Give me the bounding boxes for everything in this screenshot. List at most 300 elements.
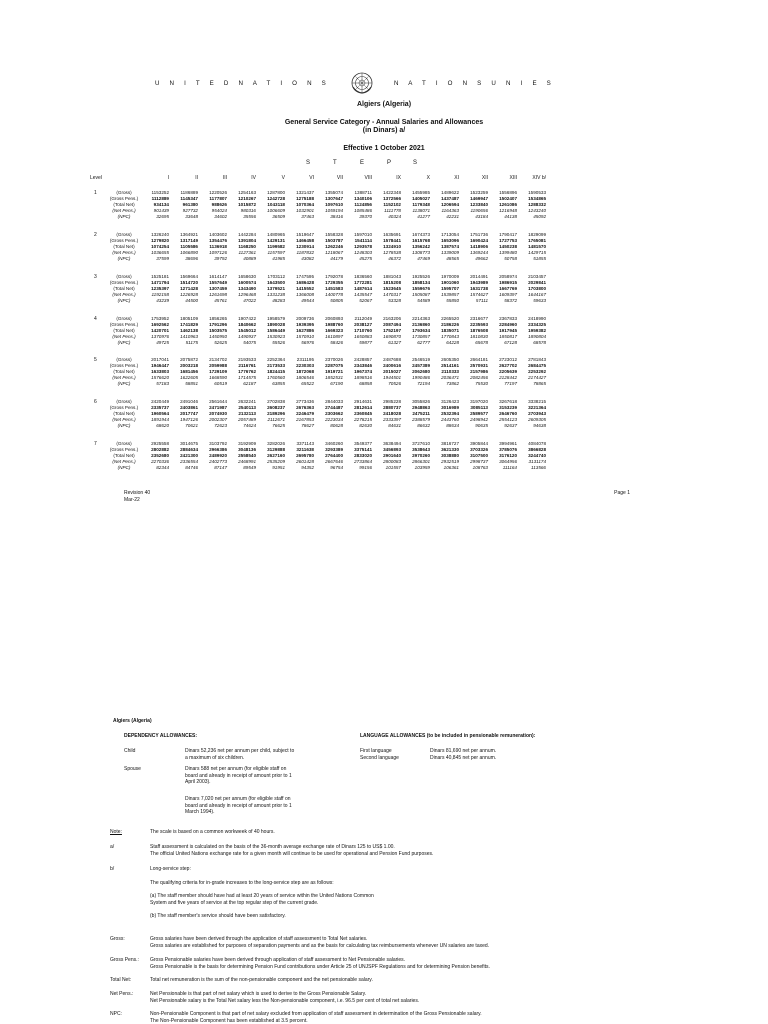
- salary-cell: 3244740: [528, 453, 546, 458]
- salary-cell: 1810830: [470, 334, 488, 339]
- salary-cell: 2036471: [441, 375, 459, 380]
- salary-cell: 45761: [214, 298, 227, 303]
- salary-cell: 1070364: [296, 202, 314, 207]
- footnote-b-item-a: (a) The staff member should have had at least 20 years of service within the United Nations Common System and five years of service at the top regular step of the current grade.: [150, 893, 374, 906]
- net-pens-text-2: Net Pensionable salary is the Total Net salary less the Non-pensionable component, i.e. 96.5 per cent of total net salaries.: [150, 997, 420, 1004]
- salary-cell: 1644167: [528, 292, 546, 297]
- salary-cell: 1669323: [325, 328, 343, 333]
- salary-cell: 32695: [156, 214, 169, 219]
- salary-cell: 3107500: [470, 453, 488, 458]
- salary-cell: 75530: [475, 381, 488, 386]
- salary-cell: 2193533: [238, 357, 256, 362]
- salary-cell: 3460260: [325, 441, 343, 446]
- salary-cell: 49544: [301, 298, 314, 303]
- salary-cell: 1066890: [180, 250, 198, 255]
- salary-cell: 1729109: [209, 369, 227, 374]
- salary-cell: 1429131: [267, 238, 285, 243]
- salary-cell: 1597010: [354, 232, 372, 237]
- row-label: (NPC): [117, 381, 131, 386]
- salary-cell: 3211638: [296, 447, 314, 452]
- salary-cell: 2866301: [412, 459, 430, 464]
- child-text: Dinars 52,236 net per annum per child, subject to a maximum of six children.: [185, 748, 295, 761]
- row-label: (Gross): [116, 357, 132, 362]
- salary-cell: 1576620: [151, 375, 169, 380]
- salary-cell: 1400778: [325, 292, 343, 297]
- row-label: (NPC): [117, 256, 131, 261]
- npc-text-2: The Non-Pensionable Component has been established at 3.5 percent.: [150, 1017, 308, 1024]
- salary-cell: 2420449: [151, 399, 169, 404]
- salary-cell: 74624: [243, 423, 256, 428]
- salary-cell: 99156: [359, 465, 372, 470]
- salary-cell: 1776762: [238, 369, 256, 374]
- salary-cell: 2057489: [238, 417, 256, 422]
- net-pens-text-1: Net Pensionable is that part of net salary which is used to derive to the Gross Pensionable Salary.: [150, 991, 367, 997]
- salary-cell: 2136860: [412, 322, 430, 327]
- salary-cell: 2546519: [412, 357, 430, 362]
- salary-cell: 1917945: [499, 328, 517, 333]
- salary-cell: 2532394: [441, 411, 459, 416]
- language-allowances-heading: LANGUAGE ALLOWANCES (to be included in pensionable remuneration):: [360, 733, 536, 739]
- salary-cell: 84631: [388, 423, 401, 428]
- salary-cell: 1668590: [209, 375, 227, 380]
- salary-cell: 80628: [330, 423, 343, 428]
- salary-cell: 111164: [502, 465, 517, 470]
- row-label: (Gross Pens.): [109, 322, 139, 327]
- salary-cell: 60519: [214, 381, 227, 386]
- salary-cell: 3016989: [441, 405, 459, 410]
- salary-cell: 1364921: [180, 232, 198, 237]
- salary-cell: 1703800: [528, 286, 546, 291]
- row-label: (Gross Pens.): [109, 238, 139, 243]
- salary-cell: 1442284: [238, 232, 256, 237]
- salary-cell: 1190656: [470, 208, 488, 213]
- salary-cell: 1681456: [180, 369, 198, 374]
- footnote-b-label: b/: [110, 866, 115, 872]
- salary-cell: 1714575: [238, 375, 256, 380]
- salary-cell: 52067: [359, 298, 372, 303]
- salary-cell: 2914631: [354, 399, 372, 404]
- row-label: (NPC): [117, 340, 131, 345]
- footnote-b-text: Long-service step:: [150, 866, 191, 872]
- salary-cell: 2489920: [209, 453, 227, 458]
- salary-cell: 2015027: [383, 369, 401, 374]
- salary-cell: 47022: [243, 298, 256, 303]
- row-label: (NPC): [117, 423, 131, 428]
- salary-cell: 1747595: [296, 274, 314, 279]
- salary-cell: 1710760: [354, 328, 372, 333]
- footnote-a-text-2: The official United Nations exchange rate for a given month will continue to be used for operational and Pension Fund purposes.: [150, 850, 434, 857]
- salary-cell: 106361: [443, 465, 459, 470]
- salary-cell: 65678: [475, 340, 488, 345]
- salary-cell: 2664181: [470, 357, 488, 362]
- salary-cell: 1988760: [325, 322, 343, 327]
- salary-cell: 3038880: [441, 453, 459, 458]
- salary-cell: 2781843: [528, 357, 546, 362]
- salary-cell: 78865: [533, 381, 546, 386]
- salary-cell: 58426: [330, 340, 343, 345]
- net-pens-label: Net Pens.:: [110, 991, 134, 997]
- salary-cell: 1751736: [470, 232, 488, 237]
- salary-cell: 1876508: [470, 328, 488, 333]
- salary-cell: 2074930: [209, 411, 227, 416]
- salary-cell: 1730857: [412, 334, 430, 339]
- salary-cell: 2087494: [383, 322, 401, 327]
- salary-cell: 1959382: [528, 328, 546, 333]
- salary-cell: 1891944: [151, 417, 169, 422]
- salary-cell: 1503575: [209, 328, 227, 333]
- salary-cell: 1388711: [354, 190, 372, 195]
- salary-cell: 1729355: [325, 280, 343, 285]
- salary-scale-page-1: [0, 0, 768, 510]
- salary-cell: 1220526: [209, 190, 227, 195]
- salary-cell: 2235593: [470, 322, 488, 327]
- salary-cell: 1690870: [383, 334, 401, 339]
- salary-cell: 44500: [185, 298, 198, 303]
- salary-cell: 2112049: [354, 316, 372, 321]
- salary-cell: 38696: [185, 256, 198, 261]
- salary-cell: 103959: [414, 465, 430, 470]
- row-label: (Total Net): [113, 328, 135, 333]
- salary-cell: 68620: [156, 423, 169, 428]
- salary-cell: 96754: [330, 465, 343, 470]
- salary-cell: 1145347: [180, 196, 198, 201]
- salary-cell: 63855: [272, 381, 285, 386]
- salary-cell: 1059194: [325, 208, 343, 213]
- un-header-french: N A T I O N S U N I E S: [394, 80, 556, 87]
- salary-cell: 1366008: [296, 292, 314, 297]
- salary-cell: 1097610: [325, 202, 343, 207]
- salary-cell: 90635: [475, 423, 488, 428]
- salary-cell: 2230303: [296, 363, 314, 368]
- salary-cell: 33648: [185, 214, 198, 219]
- page-title-category: General Service Category - Annual Salaries and Allowances: [284, 119, 484, 126]
- step-column-header: VII: [336, 175, 343, 181]
- salary-cell: 3338215: [528, 399, 546, 404]
- salary-cell: 2540113: [238, 405, 256, 410]
- salary-cell: 3282026: [267, 441, 285, 446]
- salary-cell: 1609397: [499, 292, 517, 297]
- salary-cell: 59877: [359, 340, 372, 345]
- footnote-b-item-b: (b) The staff member's service should have been satisfactory.: [150, 913, 286, 919]
- salary-cell: 1919721: [325, 369, 343, 374]
- steps-letter: E: [360, 160, 365, 166]
- salary-cell: 2901640: [383, 453, 401, 458]
- salary-cell: 980316: [240, 208, 256, 213]
- salary-cell: 1043118: [267, 202, 285, 207]
- salary-cell: 2334325: [528, 322, 546, 327]
- salary-cell: 2173533: [267, 363, 285, 368]
- salary-cell: 1856265: [209, 316, 227, 321]
- salary-cell: 1112889: [151, 196, 169, 201]
- salary-cell: 3621330: [441, 447, 459, 452]
- salary-cell: 1279820: [151, 238, 169, 243]
- salary-cell: 2998737: [470, 459, 488, 464]
- salary-cell: 1627886: [296, 328, 314, 333]
- salary-cell: 2601428: [296, 459, 314, 464]
- salary-cell: 2844033: [325, 399, 343, 404]
- salary-cell: 1770843: [441, 334, 459, 339]
- salary-cell: 1343490: [238, 286, 256, 291]
- salary-cell: 44179: [330, 256, 343, 261]
- salary-cell: 82630: [359, 423, 372, 428]
- salary-cell: 50805: [330, 298, 343, 303]
- salary-cell: 1569664: [180, 274, 198, 279]
- allowances-page-2: [0, 710, 768, 1024]
- salary-cell: 1686428: [296, 280, 314, 285]
- step-column-header: XI: [454, 175, 459, 181]
- salary-cell: 3129888: [267, 447, 285, 452]
- page-title-unit: (in Dinars) a/: [362, 127, 406, 134]
- salary-cell: 1881043: [383, 274, 401, 279]
- salary-cell: 2134702: [209, 357, 227, 362]
- salary-cell: 2812614: [354, 405, 372, 410]
- step-column-header: II: [195, 175, 198, 181]
- salary-cell: 2103457: [528, 274, 546, 279]
- salary-cell: 62187: [243, 381, 256, 386]
- salary-cell: 2468991: [238, 459, 256, 464]
- second-language-label: Second language: [360, 754, 399, 761]
- salary-cell: 1523645: [383, 286, 401, 291]
- salary-cell: 84746: [185, 465, 198, 470]
- salary-cell: 1006609: [267, 208, 285, 213]
- salary-cell: 2833020: [354, 453, 372, 458]
- salary-cell: 2475211: [412, 411, 430, 416]
- salary-cell: 2608237: [267, 405, 285, 410]
- salary-cell: 2246479: [296, 411, 314, 416]
- salary-cell: 1387574: [441, 244, 459, 249]
- salary-cell: 2487688: [383, 357, 401, 362]
- step-column-header: XIV b/: [532, 175, 546, 181]
- salary-cell: 41985: [272, 256, 285, 261]
- salary-cell: 1226928: [180, 292, 198, 297]
- salary-cell: 1480965: [267, 232, 285, 237]
- salary-cell: 2932519: [441, 459, 459, 464]
- salary-cell: 2627702: [499, 363, 517, 368]
- salary-cell: 1792078: [325, 274, 343, 279]
- salary-cell: 1815208: [383, 280, 401, 285]
- un-emblem-icon: [351, 72, 373, 94]
- gross-pens-text-1: Gross Pensionable salaries have been derived through application of staff assessment to Net Pensionable salaries.: [150, 957, 406, 963]
- salary-cell: 2110333: [441, 369, 459, 374]
- dependency-allowances-heading: DEPENDENCY ALLOWANCES:: [124, 733, 198, 739]
- salary-cell: 2112671: [267, 417, 285, 422]
- salary-cell: 1541114: [354, 238, 372, 243]
- salary-cell: 1372566: [383, 196, 401, 201]
- salary-cell: 1614147: [209, 274, 227, 279]
- salary-cell: 1177807: [209, 196, 227, 201]
- salary-cell: 1206594: [441, 202, 459, 207]
- salary-cell: 1379521: [267, 286, 285, 291]
- salary-cell: 2270336: [151, 459, 169, 464]
- salary-cell: 1590533: [528, 190, 546, 195]
- salary-cell: 3014675: [180, 441, 198, 446]
- salary-cell: 43239: [156, 298, 169, 303]
- salary-cell: 45092: [533, 214, 546, 219]
- steps-letter: T: [333, 160, 337, 166]
- salary-cell: 2287075: [325, 363, 343, 368]
- gross-text-1: Gross salaries have been derived through the application of staff assessment to Total Net salaries.: [150, 936, 368, 942]
- salary-cell: 2676363: [296, 405, 314, 410]
- salary-cell: 1354476: [209, 238, 227, 243]
- salary-cell: 2421300: [180, 453, 198, 458]
- row-label: (Gross Pens.): [109, 280, 139, 285]
- salary-cell: 1610897: [325, 334, 343, 339]
- salary-cell: 2703943: [528, 411, 546, 416]
- salary-cell: 3267618: [499, 399, 517, 404]
- step-column-header: IX: [396, 175, 401, 181]
- salary-cell: 40889: [243, 256, 256, 261]
- revision-number: Revision 40: [124, 490, 151, 496]
- salary-cell: 1015872: [238, 202, 256, 207]
- salary-cell: 2535209: [267, 459, 285, 464]
- first-language-label: First language: [360, 748, 392, 754]
- salary-cell: 72623: [214, 423, 227, 428]
- salary-cell: 2253292: [528, 369, 546, 374]
- salary-cell: 1356242: [412, 244, 430, 249]
- salary-cell: 43184: [475, 214, 488, 219]
- salary-cell: 2060893: [325, 316, 343, 321]
- salary-cell: 54075: [243, 340, 256, 345]
- salary-cell: 1650883: [354, 334, 372, 339]
- salary-cell: 65522: [301, 381, 314, 386]
- salary-cell: 1600574: [238, 280, 256, 285]
- salary-cell: 1907422: [238, 316, 256, 321]
- salary-cell: 1970009: [441, 274, 459, 279]
- salary-cell: 1791296: [209, 322, 227, 327]
- salary-cell: 2554123: [499, 417, 517, 422]
- salary-cell: 1525181: [151, 274, 169, 279]
- salary-cell: 1615768: [412, 238, 430, 243]
- salary-cell: 2174427: [528, 375, 546, 380]
- salary-cell: 1317149: [180, 238, 198, 243]
- salary-cell: 1218067: [325, 250, 343, 255]
- salary-cell: 68858: [359, 381, 372, 386]
- salary-cell: 2589577: [470, 411, 488, 416]
- salary-cell: 1136918: [209, 244, 227, 249]
- salary-cell: 52625: [214, 340, 227, 345]
- salary-cell: 1890028: [267, 322, 285, 327]
- salary-cell: 2002307: [209, 417, 227, 422]
- salary-cell: 1418906: [470, 244, 488, 249]
- salary-cell: 3538643: [412, 447, 430, 452]
- salary-cell: 2561644: [209, 399, 227, 404]
- gross-pens-label: Gross Pens.:: [110, 957, 139, 963]
- salary-cell: 2017747: [180, 411, 198, 416]
- salary-cell: 1752197: [383, 328, 401, 333]
- salary-cell: 1153252: [151, 190, 169, 195]
- salary-cell: 1835071: [441, 328, 459, 333]
- level-number: 1: [94, 190, 97, 196]
- salary-cell: 1958579: [267, 316, 285, 321]
- salary-cell: 1230914: [296, 244, 314, 249]
- salary-cell: 3638494: [383, 441, 401, 446]
- salary-cell: 1410963: [180, 334, 198, 339]
- salary-cell: 1481570: [528, 244, 546, 249]
- salary-cell: 1455985: [412, 190, 430, 195]
- salary-cell: 2017041: [151, 357, 169, 362]
- salary-cell: 901439: [153, 208, 169, 213]
- salary-cell: 49662: [475, 256, 488, 261]
- salary-cell: 87147: [214, 465, 227, 470]
- row-label: (Gross): [116, 232, 132, 237]
- salary-cell: 1216948: [499, 208, 517, 213]
- salary-cell: 2265520: [441, 316, 459, 321]
- salary-cell: 58851: [185, 381, 198, 386]
- salary-cell: 1415552: [296, 286, 314, 291]
- salary-cell: 1850817: [499, 334, 517, 339]
- salary-cell: 2157986: [470, 369, 488, 374]
- salary-cell: 1505087: [412, 292, 430, 297]
- salary-cell: 3131174: [528, 459, 546, 464]
- salary-cell: 1765081: [528, 238, 546, 243]
- salary-cell: 1466458: [296, 238, 314, 243]
- salary-cell: 1296468: [238, 292, 256, 297]
- salary-cell: 927732: [182, 208, 198, 213]
- salary-cell: 2082456: [470, 375, 488, 380]
- salary-cell: 1339009: [441, 250, 459, 255]
- salary-cell: 1179348: [412, 202, 430, 207]
- salary-cell: 1667769: [499, 286, 517, 291]
- salary-cell: 2075872: [180, 357, 198, 362]
- salary-cell: 1622605: [180, 375, 198, 380]
- salary-cell: 2403861: [180, 405, 198, 410]
- salary-cell: 2800083: [383, 459, 401, 464]
- salary-cell: 1420701: [151, 328, 169, 333]
- row-label: (Gross): [116, 441, 132, 446]
- salary-cell: 1127361: [238, 250, 256, 255]
- salary-cell: 1451583: [325, 286, 343, 291]
- step-column-header: III: [222, 175, 227, 181]
- row-label: (NPC): [117, 465, 131, 470]
- salary-cell: 2335737: [151, 405, 169, 410]
- salary-cell: 3048136: [238, 447, 256, 452]
- salary-cell: 47469: [417, 256, 430, 261]
- salary-cell: 62777: [417, 340, 430, 345]
- child-label: Child: [124, 748, 136, 754]
- salary-cell: 2667646: [325, 459, 343, 464]
- salary-cell: 1523259: [470, 190, 488, 195]
- row-label: (Net Pens.): [112, 292, 136, 297]
- salary-cell: 1278538: [383, 250, 401, 255]
- salary-cell: 1489622: [441, 190, 459, 195]
- salary-cell: 37463: [301, 214, 314, 219]
- salary-cell: 2189296: [267, 411, 285, 416]
- salary-cell: 2498942: [470, 417, 488, 422]
- salary-cell: 1261698: [209, 292, 227, 297]
- salary-cell: 1653096: [441, 238, 459, 243]
- salary-cell: 37599: [156, 256, 169, 261]
- salary-cell: 1713054: [441, 232, 459, 237]
- salary-cell: 2418028: [383, 411, 401, 416]
- salary-cell: 1105586: [180, 244, 198, 249]
- salary-cell: 3785076: [499, 447, 517, 452]
- note-text: The scale is based on a common workweek of 40 hours.: [150, 829, 275, 835]
- salary-cell: 51855: [533, 256, 546, 261]
- salary-cell: 1790417: [499, 232, 517, 237]
- salary-cell: 1469947: [470, 196, 488, 201]
- salary-cell: 2733864: [354, 459, 372, 464]
- level-column-header: Level: [90, 175, 102, 181]
- salary-cell: 1275188: [296, 196, 314, 201]
- salary-cell: 1760560: [267, 375, 285, 380]
- salary-cell: 1321437: [296, 190, 314, 195]
- salary-cell: 2925558: [151, 441, 169, 446]
- salary-cell: 2343846: [354, 363, 372, 368]
- salary-cell: 2303662: [325, 411, 343, 416]
- row-label: (Gross): [116, 190, 132, 195]
- salary-cell: 2132113: [238, 411, 256, 416]
- row-label: (Total Net): [113, 244, 135, 249]
